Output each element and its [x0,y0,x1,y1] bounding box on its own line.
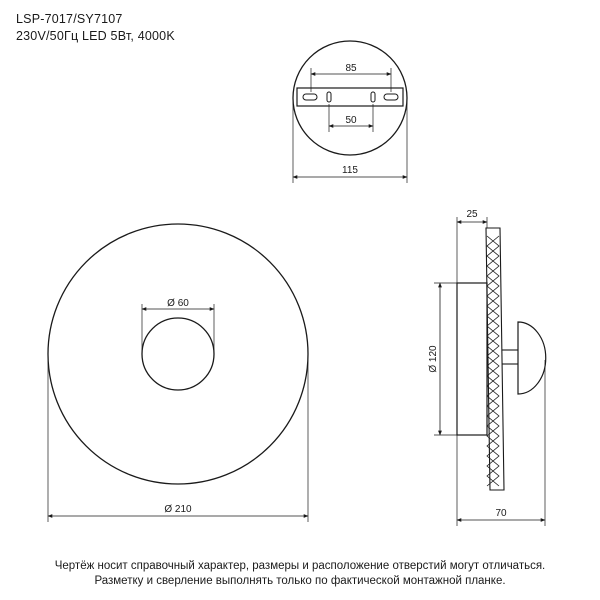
dim-label-115: 115 [342,165,358,176]
dim-label-210: Ø 210 [164,504,192,515]
dome-shade [518,322,546,394]
dim-label-120: Ø 120 [428,345,439,373]
mounting-bar [297,88,403,106]
disclaimer-line-2: Разметку и сверление выполнять только по фактической монтажной планке. [94,575,506,587]
mount-hole-left [327,92,331,102]
crystal-edge [486,228,504,490]
mount-slot-left [303,94,317,100]
outer-disc [48,224,308,484]
mount-slot-right [384,94,398,100]
mount-view [293,41,407,183]
dim-label-50: 50 [345,115,357,126]
model-number: LSP-7017/SY7107 [16,12,123,26]
inner-disc [142,318,214,390]
wall-base [457,283,487,435]
dim-label-60: Ø 60 [167,298,189,309]
front-view [48,224,308,522]
specifications: 230V/50Гц LED 5Вт, 4000K [16,29,175,43]
side-view [428,209,546,526]
dim-label-70: 70 [495,508,507,519]
dim-label-25: 25 [466,209,478,220]
disclaimer-line-1: Чертёж носит справочный характер, размеры и расположение отверстий могут отличаться. [54,560,546,572]
mount-plate-circle [293,41,407,155]
dim-label-85: 85 [345,63,357,74]
mount-hole-right [371,92,375,102]
